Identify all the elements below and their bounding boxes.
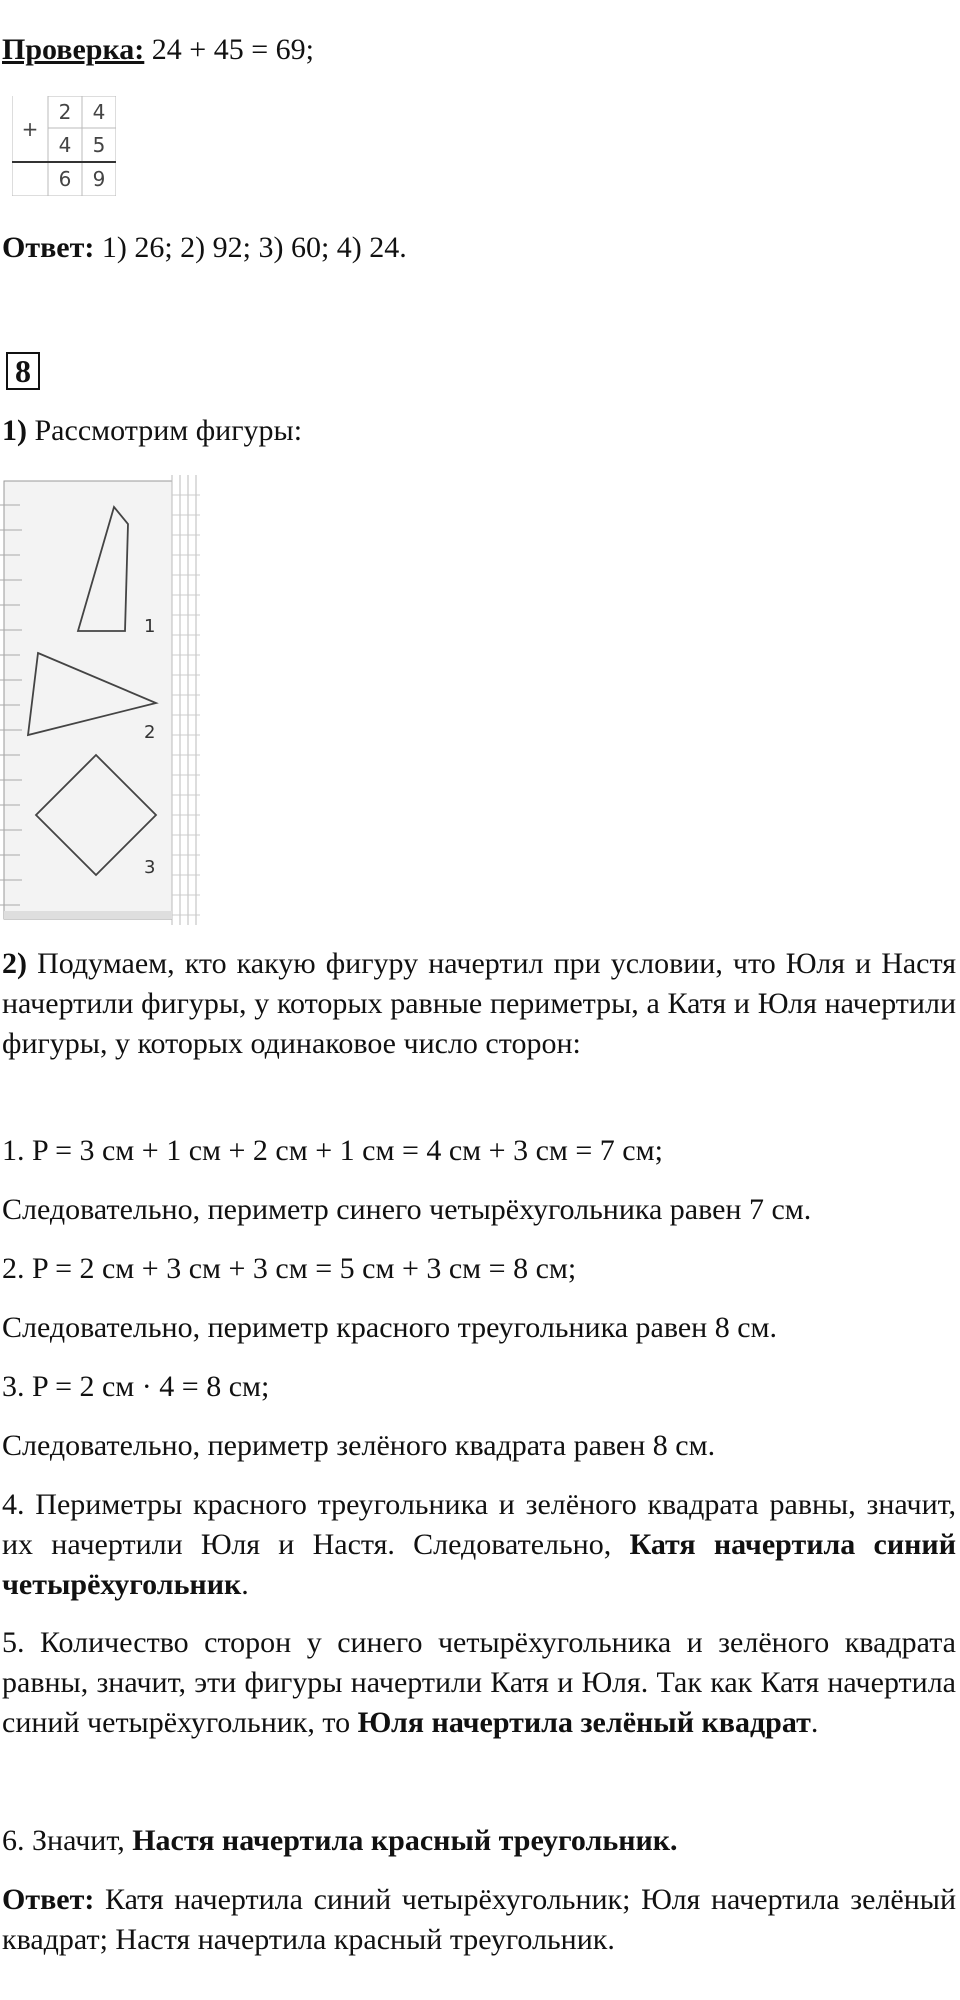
step-6 xyxy=(2,1821,678,1861)
answer-label: Ответ: xyxy=(2,1883,95,1916)
step-3: 3. P = 2 см · 4 = 8 см; xyxy=(2,1370,270,1403)
step-4-bold: Катя начертила синий четырёхугольник xyxy=(2,1528,956,1601)
part1-text: Рассмотрим фигуры: xyxy=(27,414,303,447)
step-4-text: 4. Периметры красного треугольника и зелёного квадрата равны, значит, их начертили Юля и Настя. Следовательно, xyxy=(2,1488,956,1561)
digit-cell: 4 xyxy=(92,100,106,124)
step-3-conclusion: Следовательно, периметр зелёного квадрата равен 8 см. xyxy=(2,1429,716,1462)
check-expression: 24 + 45 = 69; xyxy=(144,33,314,66)
shape-label-1: 1 xyxy=(144,616,156,637)
answer-text: Катя начертила синий четырёхугольник; Юля начертила зелёный квадрат; Настя начертила красный треугольник. xyxy=(2,1883,956,1956)
shape-label-3: 3 xyxy=(144,857,156,878)
part1-line xyxy=(2,411,302,451)
digit-cell: 5 xyxy=(92,133,106,157)
result-cell: 6 xyxy=(58,167,72,191)
step-5-text: 5. Количество сторон у синего четырёхугольника и зелёного квадрата равны, значит, эти фигуры начертили Катя и Юля. Так как Катя начертила синий четырёхугольник, то xyxy=(2,1626,956,1739)
answer-text: 1) 26; 2) 92; 3) 60; 4) 24. xyxy=(94,231,407,264)
result-cell: 9 xyxy=(92,167,106,191)
part2-text: Подумаем, кто какую фигуру начертил при условии, что Юля и Настя начертили фигуры, у которых равные периметры, а Катя и Юля начертили фигуры, у которых одинаковое число сторон: xyxy=(2,947,956,1060)
step-2: 2. P = 2 см + 3 см + 3 см = 5 см + 3 см = 8 см; xyxy=(2,1252,577,1285)
step-5-end: . xyxy=(810,1706,819,1739)
column-addition xyxy=(12,96,116,196)
check-label: Проверка: xyxy=(2,33,145,66)
check-line xyxy=(2,30,314,70)
plus-sign: + xyxy=(21,117,39,141)
answer-label: Ответ: xyxy=(2,231,95,264)
part2-number: 2) xyxy=(2,947,27,980)
shape-label-2: 2 xyxy=(144,722,156,743)
step-6-text: 6. Значит, xyxy=(2,1824,133,1857)
answer-paragraph-2 xyxy=(2,1880,956,1960)
step-4-end: . xyxy=(241,1568,249,1601)
step-6-bold: Настя начертила красный треугольник. xyxy=(132,1824,678,1857)
digit-cell: 4 xyxy=(58,133,72,157)
shapes-figure xyxy=(0,475,200,925)
step-1: 1. P = 3 см + 1 см + 2 см + 1 см = 4 см + 3 см = 7 см; xyxy=(2,1134,663,1167)
digit-cell: 2 xyxy=(58,100,72,124)
step-5-bold: Юля начертила зелёный квадрат xyxy=(357,1706,811,1739)
part2-paragraph xyxy=(2,944,956,1064)
step-4 xyxy=(2,1485,956,1605)
step-2-conclusion: Следовательно, периметр красного треугольника равен 8 см. xyxy=(2,1311,778,1344)
answer-line-1 xyxy=(2,228,407,268)
step-1-conclusion: Следовательно, периметр синего четырёхугольника равен 7 см. xyxy=(2,1193,812,1226)
task-number: 8 xyxy=(6,352,40,390)
part1-number: 1) xyxy=(2,414,27,447)
shapes-grid-image xyxy=(0,475,200,925)
step-5 xyxy=(2,1623,956,1743)
